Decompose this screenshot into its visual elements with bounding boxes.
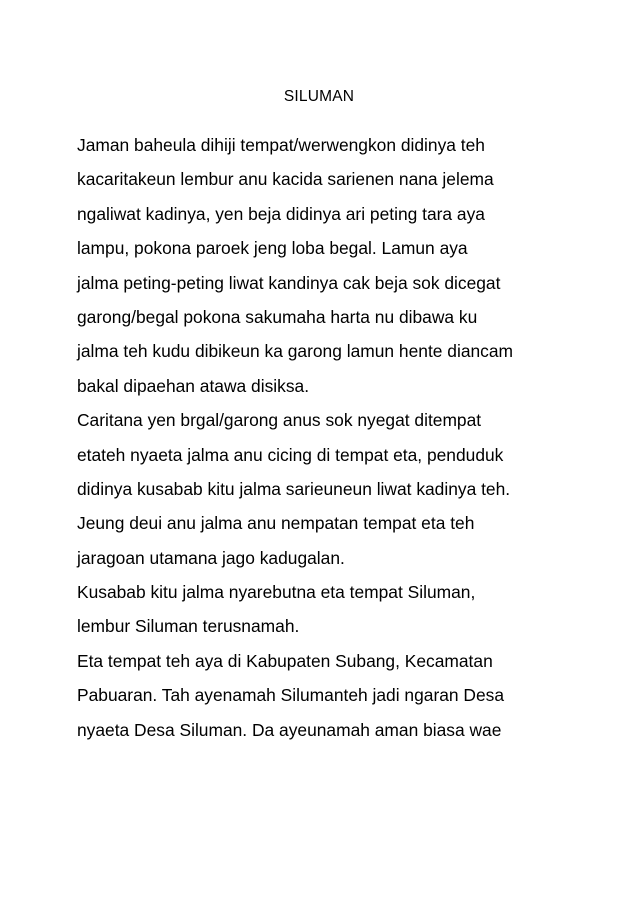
body-line: Kusabab kitu jalma nyarebutna eta tempat Siluman, — [77, 582, 476, 603]
body-line: Jeung deui anu jalma anu nempatan tempat eta teh — [77, 513, 475, 534]
body-line: jalma teh kudu dibikeun ka garong lamun hente diancam — [77, 341, 514, 362]
body-line: garong/begal pokona sakumaha harta nu dibawa ku — [77, 306, 478, 327]
body-line: Eta tempat teh aya di Kabupaten Subang, Kecamatan — [77, 650, 493, 671]
body-line: jalma peting-peting liwat kandinya cak beja sok dicegat — [77, 272, 501, 293]
body-line: Jaman baheula dihiji tempat/werwengkon didinya teh — [77, 135, 485, 155]
body-line: lembur Siluman terusnamah. — [77, 616, 300, 637]
body-line: jaragoan utamana jago kadugalan. — [77, 547, 345, 568]
body-line: Caritana yen brgal/garong anus sok nyegat ditempat — [77, 410, 482, 431]
body-line: bakal dipaehan atawa disiksa. — [77, 375, 310, 396]
body-line: didinya kusabab kitu jalma sarieuneun liwat kadinya teh. — [77, 478, 511, 499]
body-line: lampu, pokona paroek jeng loba begal. Lamun aya — [77, 238, 468, 259]
body-line: ngaliwat kadinya, yen beja didinya ari peting tara aya — [77, 203, 485, 224]
document-body — [77, 134, 577, 753]
body-line: etateh nyaeta jalma anu cicing di tempat eta, penduduk — [77, 444, 504, 465]
body-line: Pabuaran. Tah ayenamah Silumanteh jadi ngaran Desa — [77, 685, 505, 706]
document-title: SILUMAN — [283, 88, 355, 105]
body-line: nyaeta Desa Siluman. Da ayeunamah aman biasa wae — [77, 719, 502, 740]
body-line: kacaritakeun lembur anu kacida sarienen nana jelema — [77, 169, 494, 190]
